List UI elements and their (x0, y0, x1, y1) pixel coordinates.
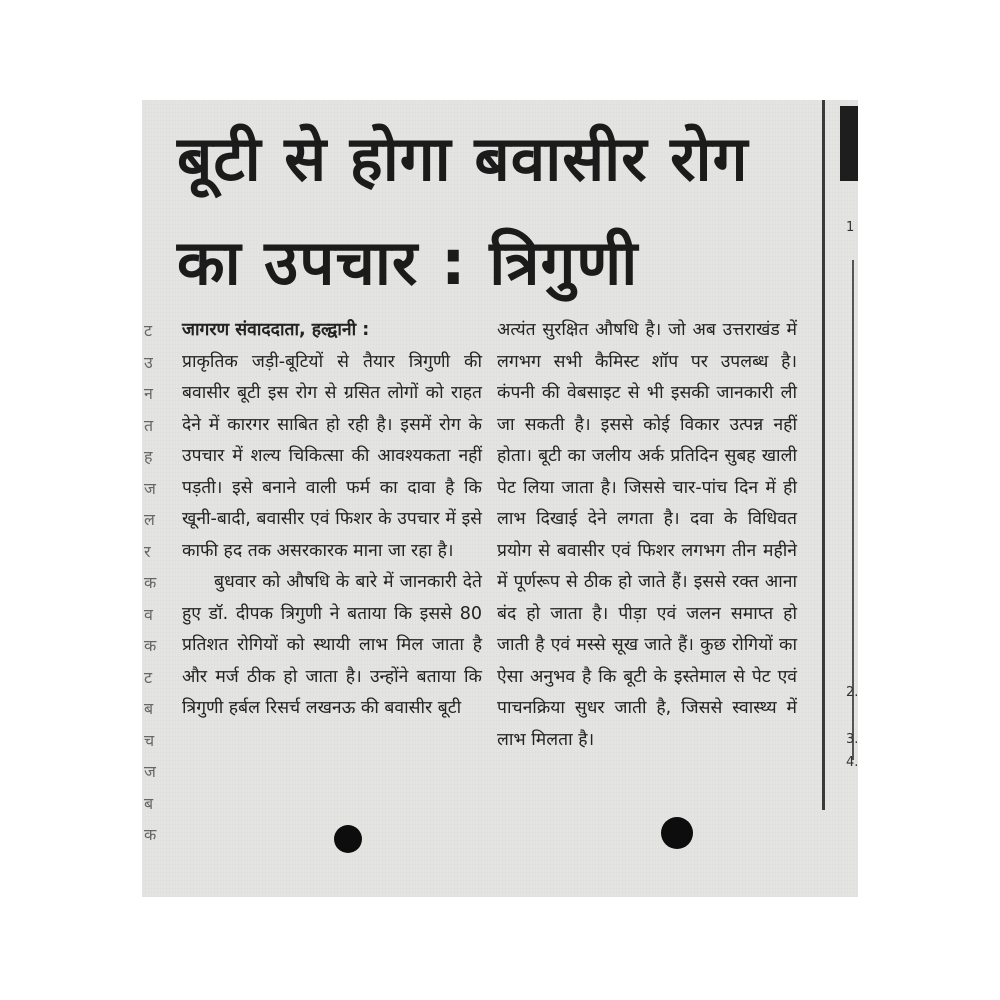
adjacent-number: 1 (846, 220, 855, 235)
margin-char: र (144, 541, 151, 561)
margin-char: ज (144, 478, 156, 498)
punch-hole (661, 817, 693, 849)
newspaper-clipping (142, 100, 858, 897)
margin-char: व (144, 604, 153, 624)
byline: जागरण संवाददाता, हल्द्वानी : (182, 320, 370, 340)
adjacent-number: 2. (846, 685, 858, 700)
margin-char: ब (144, 699, 154, 718)
margin-char: ट (144, 321, 153, 340)
margin-char: क (144, 573, 157, 592)
adjacent-number: 4. (846, 755, 858, 770)
margin-char: क (144, 825, 157, 844)
margin-char: उ (144, 352, 153, 372)
headline-line-1: बूटी से होगा बवासीर रोग (177, 122, 749, 195)
margin-char: च (144, 730, 155, 750)
margin-char: ब (144, 793, 154, 813)
article-paragraph: बुधवार को औषधि के बारे में जानकारी देते हुए डॉ. दीपक त्रिगुणी ने बताया कि इससे 80 प्रतिशत रोगियों को स्थायी लाभ मिल जाता है और मर्ज ठीक हो जाता है। उन्होंने बताया कि त्रिगुणी हर्बल रिसर्च लखनऊ की बवासीर बूटी (182, 572, 482, 718)
article-paragraph: अत्यंत सुरक्षित औषधि है। जो अब उत्तराखंड में लगभग सभी कैमिस्ट शॉप पर उपलब्ध है। कंपनी की वेबसाइट से भी इसकी जानकारी ली जा सकती है। इससे कोई विकार उत्पन्न नहीं होता। बूटी का जलीय अर्क प्रतिदिन सुबह खाली पेट लिया जाता है। जिससे चार-पांच दिन में ही लाभ दिखाई देने लगता है। दवा के विधिवत प्रयोग से बवासीर एवं फिशर लगभग तीन महीने में पूर्णरूप से ठीक हो जाते हैं। इससे रक्त आना बंद हो जाता है। पीड़ा एवं जलन समाप्त हो जाती है एवं मस्से सूख जाते हैं। कुछ रोगियों का ऐसा अनुभव है कि बूटी के इस्तेमाल से पेट एवं पाचनक्रिया सुधर जाती है, जिससे स्वास्थ्य में लाभ मिलता है। (497, 320, 797, 750)
margin-char: ल (144, 510, 155, 529)
adjacent-article-block (840, 106, 858, 181)
column-divider (822, 100, 825, 810)
margin-char: न (144, 384, 153, 403)
article-column-2 (497, 315, 797, 756)
margin-char: क (144, 636, 157, 655)
margin-char: त (144, 415, 154, 435)
article-column-1 (182, 315, 482, 725)
headline-line-2: का उपचार : त्रिगुणी (177, 226, 639, 299)
margin-char: ह (144, 447, 153, 466)
adjacent-column-fragment (144, 315, 156, 851)
margin-char: ट (144, 667, 153, 687)
adjacent-number: 3. (846, 732, 858, 747)
article-paragraph: प्राकृतिक जड़ी-बूटियों से तैयार त्रिगुणी की बवासीर बूटी इस रोग से ग्रसित लोगों को राहत देने में कारगर साबित हो रही है। इसमें रोग के उपचार में शल्य चिकित्सा की आवश्यकता नहीं पड़ती। इसे बनाने वाली फर्म का दावा है कि खूनी-बादी, बवासीर एवं फिशर के उपचार में इसे काफी हद तक असरकारक माना जा रहा है। (182, 351, 482, 561)
margin-char: ज (144, 762, 156, 781)
punch-hole (334, 825, 362, 853)
